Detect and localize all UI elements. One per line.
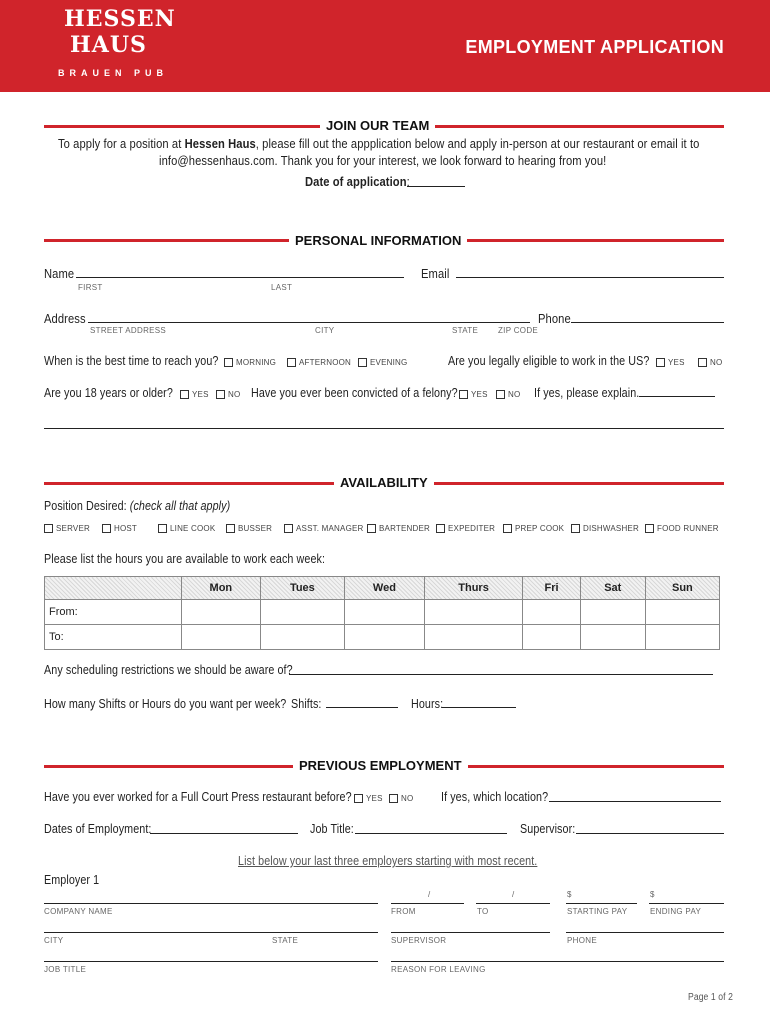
from-time-cell[interactable]: [424, 600, 523, 625]
supervisor-name-field[interactable]: [391, 932, 550, 933]
best-time-question: When is the best time to reach you?: [44, 354, 219, 368]
day-header: Wed: [345, 577, 425, 600]
list-note: List below your last three employers starting with most recent.: [238, 854, 538, 868]
ending-pay-field[interactable]: [649, 903, 724, 904]
corner-cell: [45, 577, 182, 600]
position-option[interactable]: ASST. MANAGER: [284, 524, 364, 533]
position-checkbox[interactable]: [284, 524, 293, 533]
age-yes-checkbox[interactable]: [180, 390, 189, 399]
position-option[interactable]: LINE COOK: [158, 524, 215, 533]
felony-no-checkbox[interactable]: [496, 390, 505, 399]
to-row: [45, 625, 720, 650]
position-checkbox[interactable]: [158, 524, 167, 533]
from-caption: FROM: [391, 907, 416, 916]
name-field[interactable]: [76, 277, 404, 278]
worked-no-option[interactable]: NO: [389, 794, 413, 803]
supervisor-label: Supervisor:: [520, 822, 576, 836]
restrictions-field[interactable]: [289, 674, 713, 675]
availability-title: AVAILABILITY: [334, 475, 434, 490]
job-title-caption: JOB TITLE: [44, 965, 87, 974]
starting-pay-field[interactable]: [566, 903, 637, 904]
to-time-cell[interactable]: [345, 625, 425, 650]
personal-title: PERSONAL INFORMATION: [289, 233, 467, 248]
eligible-yes-option[interactable]: YES: [656, 358, 685, 367]
position-checkbox[interactable]: [44, 524, 53, 533]
city-caption-emp: CITY: [44, 936, 64, 945]
from-time-cell[interactable]: [645, 600, 719, 625]
hours-table: [44, 576, 720, 650]
felony-yes-option[interactable]: YES: [459, 390, 488, 399]
from-time-cell[interactable]: [523, 600, 580, 625]
days-header-row: [45, 577, 720, 600]
worked-yes-option[interactable]: YES: [354, 794, 383, 803]
dates-label: Dates of Employment:: [44, 822, 152, 836]
to-time-cell[interactable]: [260, 625, 344, 650]
position-checkbox[interactable]: [645, 524, 654, 533]
eligible-question: Are you legally eligible to work in the US?: [448, 354, 650, 368]
date-of-application-field[interactable]: [407, 186, 465, 187]
position-option[interactable]: DISHWASHER: [571, 524, 639, 533]
from-time-cell[interactable]: [260, 600, 344, 625]
intro-line-1: To apply for a position at Hessen Haus, please fill out the appplication below and apply in-person at our restaurant or email it to: [58, 136, 700, 151]
day-header: Mon: [182, 577, 261, 600]
intro-line-2: info@hessenhaus.com. Thank you for your interest, we look forward to hearing from you!: [159, 153, 607, 168]
age-no-checkbox[interactable]: [216, 390, 225, 399]
explain-field[interactable]: [639, 396, 715, 397]
to-time-cell[interactable]: [424, 625, 523, 650]
age-yes-option[interactable]: YES: [180, 390, 209, 399]
age-question: Are you 18 years or older?: [44, 386, 173, 400]
date-of-application-label: Date of application:: [305, 174, 410, 189]
city-state-field[interactable]: [44, 932, 378, 933]
page-number: Page 1 of 2: [688, 992, 733, 1003]
join-title: JOIN OUR TEAM: [320, 118, 435, 133]
job-title-label: Job Title:: [310, 822, 354, 836]
felony-no-option[interactable]: NO: [496, 390, 520, 399]
company-name-field[interactable]: [44, 903, 378, 904]
eligible-yes-checkbox[interactable]: [656, 358, 665, 367]
location-question: If yes, which location?: [441, 790, 549, 804]
ending-pay-dollar: $: [650, 890, 655, 899]
age-no-option[interactable]: NO: [216, 390, 240, 399]
restrictions-question: Any scheduling restrictions we should be aware of?: [44, 663, 293, 677]
afternoon-option[interactable]: AFTERNOON: [287, 358, 351, 367]
position-checkbox[interactable]: [102, 524, 111, 533]
employer-1-label: Employer 1: [44, 873, 100, 887]
morning-option[interactable]: MORNING: [224, 358, 276, 367]
felony-question: Have you ever been convicted of a felony?: [251, 386, 458, 400]
starting-pay-dollar: $: [567, 890, 572, 899]
to-date-field[interactable]: [476, 903, 550, 904]
street-caption: STREET ADDRESS: [90, 326, 167, 335]
position-option[interactable]: EXPEDITER: [436, 524, 495, 533]
shifts-label: Shifts:: [291, 697, 322, 711]
day-header: Tues: [260, 577, 344, 600]
reason-caption: REASON FOR LEAVING: [391, 965, 486, 974]
hours-per-week-field[interactable]: [442, 707, 516, 708]
logo-subtitle: BRAUEN PUB: [58, 68, 169, 78]
location-field[interactable]: [549, 801, 721, 802]
day-header: Sun: [645, 577, 719, 600]
email-field[interactable]: [456, 277, 724, 278]
shifts-field[interactable]: [326, 707, 398, 708]
to-time-cell[interactable]: [182, 625, 261, 650]
previous-title: PREVIOUS EMPLOYMENT: [293, 758, 468, 773]
supervisor-field[interactable]: [576, 833, 724, 834]
name-label: Name: [44, 266, 75, 281]
day-header: Sat: [580, 577, 645, 600]
to-time-cell[interactable]: [580, 625, 645, 650]
shifts-question: How many Shifts or Hours do you want per week?: [44, 697, 287, 711]
afternoon-checkbox[interactable]: [287, 358, 296, 367]
position-checkbox[interactable]: [503, 524, 512, 533]
felony-yes-checkbox[interactable]: [459, 390, 468, 399]
explain-field-line-2[interactable]: [44, 428, 724, 429]
worked-before-question: Have you ever worked for a Full Court Press restaurant before?: [44, 790, 352, 804]
day-header: Thurs: [424, 577, 523, 600]
email-label: Email: [421, 266, 450, 281]
hours-per-week-label: Hours:: [411, 697, 444, 711]
job-title-emp-field[interactable]: [44, 961, 378, 962]
eligible-no-option[interactable]: NO: [698, 358, 722, 367]
state-caption-emp: STATE: [272, 936, 299, 945]
to-label: To:: [45, 625, 182, 650]
worked-yes-checkbox[interactable]: [354, 794, 363, 803]
from-time-cell[interactable]: [182, 600, 261, 625]
last-caption: LAST: [271, 283, 293, 292]
position-label: Position Desired: (check all that apply): [44, 499, 231, 513]
page-title: EMPLOYMENT APPLICATION: [465, 37, 724, 57]
position-checkbox[interactable]: [367, 524, 376, 533]
reason-field[interactable]: [391, 961, 724, 962]
eligible-no-checkbox[interactable]: [698, 358, 707, 367]
from-label: From:: [45, 600, 182, 625]
phone-caption-emp: PHONE: [567, 936, 597, 945]
hours-label: Please list the hours you are available to work each week:: [44, 552, 326, 566]
employer-phone-field[interactable]: [566, 932, 724, 933]
from-time-cell[interactable]: [345, 600, 425, 625]
to-time-cell[interactable]: [645, 625, 719, 650]
phone-label: Phone: [538, 311, 571, 326]
address-label: Address: [44, 311, 86, 326]
job-title-field[interactable]: [355, 833, 507, 834]
header-banner: [0, 0, 770, 92]
morning-checkbox[interactable]: [224, 358, 233, 367]
address-field[interactable]: [88, 322, 530, 323]
to-caption: TO: [477, 907, 489, 916]
position-option[interactable]: SERVER: [44, 524, 90, 533]
phone-field[interactable]: [571, 322, 724, 323]
supervisor-caption: SUPERVISOR: [391, 936, 447, 945]
position-option[interactable]: FOOD RUNNER: [645, 524, 719, 533]
to-time-cell[interactable]: [523, 625, 580, 650]
zip-caption: ZIP CODE: [498, 326, 539, 335]
position-checkbox[interactable]: [436, 524, 445, 533]
explain-label: If yes, please explain.: [534, 386, 640, 400]
position-option[interactable]: HOST: [102, 524, 137, 533]
company-name-caption: COMPANY NAME: [44, 907, 113, 916]
position-option[interactable]: BARTENDER: [367, 524, 430, 533]
position-checkbox[interactable]: [571, 524, 580, 533]
from-time-cell[interactable]: [580, 600, 645, 625]
state-caption: STATE: [452, 326, 479, 335]
first-caption: FIRST: [78, 283, 103, 292]
from-slash: /: [428, 890, 431, 899]
position-option[interactable]: PREP COOK: [503, 524, 564, 533]
starting-pay-caption: STARTING PAY: [567, 907, 628, 916]
evening-option[interactable]: EVENING: [358, 358, 407, 367]
logo-line-2: HAUS: [70, 32, 147, 58]
day-header: Fri: [523, 577, 580, 600]
from-date-field[interactable]: [391, 903, 464, 904]
evening-checkbox[interactable]: [358, 358, 367, 367]
to-slash: /: [512, 890, 515, 899]
dates-field[interactable]: [150, 833, 298, 834]
city-caption: CITY: [315, 326, 335, 335]
from-row: [45, 600, 720, 625]
logo-line-1: HESSEN: [64, 6, 176, 32]
position-checkbox[interactable]: [226, 524, 235, 533]
position-option[interactable]: BUSSER: [226, 524, 272, 533]
ending-pay-caption: ENDING PAY: [650, 907, 702, 916]
worked-no-checkbox[interactable]: [389, 794, 398, 803]
